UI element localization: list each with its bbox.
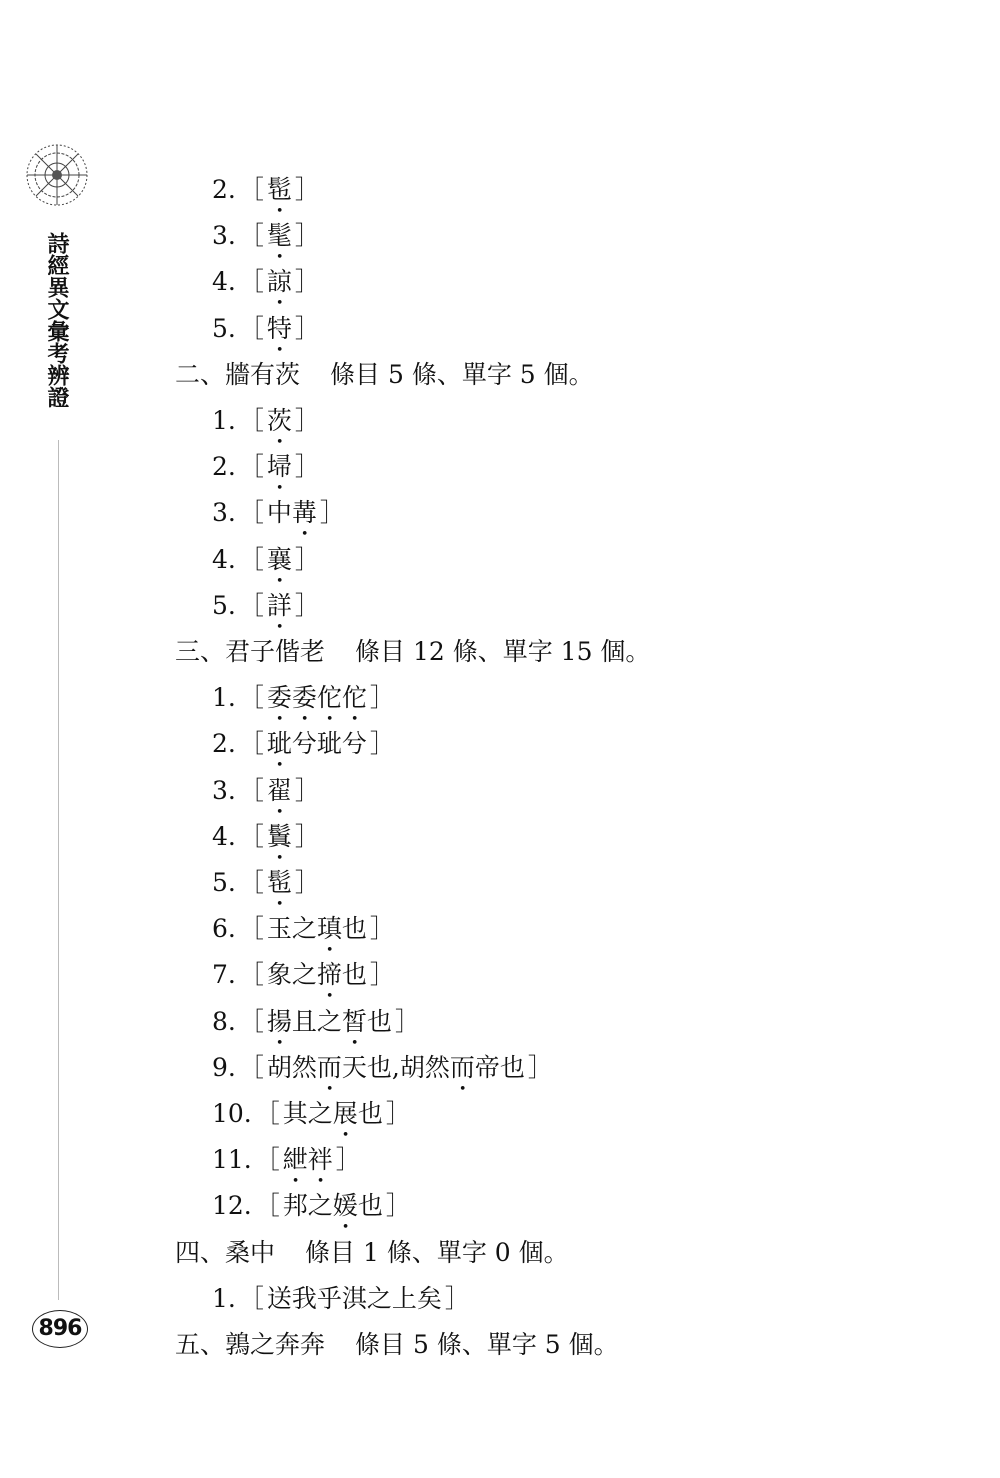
- open-bracket: ［: [238, 406, 264, 435]
- list-item: [212, 1052, 556, 1097]
- close-bracket: ］: [369, 683, 395, 713]
- entry-text: 邦之: [282, 1191, 333, 1221]
- item-number: 5.: [212, 313, 236, 343]
- open-bracket: ［: [254, 1099, 280, 1128]
- entry-text: 送我乎淇之上矣: [266, 1283, 442, 1313]
- section-title: 三、君子偕老: [175, 637, 326, 666]
- list-item: [212, 775, 323, 820]
- list-item: [212, 1006, 423, 1051]
- close-bracket: ］: [294, 406, 320, 435]
- section-heading: [175, 359, 594, 391]
- close-bracket: ］: [294, 221, 320, 251]
- page-number: 896: [32, 1310, 88, 1348]
- list-item: [212, 405, 323, 450]
- close-bracket: ］: [294, 590, 320, 620]
- open-bracket: ［: [238, 267, 264, 297]
- list-item: [212, 1098, 414, 1143]
- open-bracket: ［: [238, 1052, 264, 1082]
- item-number: 2.: [212, 452, 236, 482]
- open-bracket: ［: [254, 1145, 280, 1175]
- open-bracket: ［: [238, 868, 264, 897]
- entry-text: 也: [366, 1006, 392, 1036]
- close-bracket: ］: [319, 498, 345, 528]
- entry-text: 天也,胡然: [341, 1052, 450, 1082]
- emphasized-text: 埽: [266, 452, 292, 482]
- list-item: [212, 451, 323, 496]
- list-item: [212, 1283, 473, 1315]
- emphasized-text: 紲袢: [282, 1145, 333, 1175]
- item-number: 6.: [212, 914, 236, 944]
- list-item: [212, 682, 398, 727]
- open-bracket: ［: [238, 175, 264, 204]
- open-bracket: ［: [238, 1283, 264, 1313]
- list-item: [212, 497, 348, 542]
- close-bracket: ］: [294, 775, 320, 805]
- close-bracket: ］: [335, 1145, 361, 1175]
- item-number: 3.: [212, 775, 236, 805]
- section-title: 四、桑中: [175, 1237, 276, 1267]
- list-item: [212, 728, 398, 773]
- open-bracket: ［: [238, 498, 264, 528]
- open-bracket: ［: [238, 683, 264, 713]
- close-bracket: ］: [369, 914, 395, 944]
- close-bracket: ］: [385, 1099, 411, 1128]
- item-number: 4.: [212, 267, 236, 297]
- item-number: 12.: [212, 1191, 252, 1221]
- close-bracket: ］: [385, 1191, 411, 1221]
- emphasized-text: 翟: [266, 775, 292, 805]
- entry-text: 也: [341, 960, 367, 990]
- entry-text: 胡然: [266, 1052, 317, 1082]
- item-number: 5.: [212, 590, 236, 620]
- item-number: 8.: [212, 1006, 236, 1036]
- item-number: 1.: [212, 406, 236, 435]
- decorative-emblem-icon: [18, 135, 96, 215]
- emphasized-text: 冓: [291, 498, 317, 528]
- entry-text: 也: [357, 1099, 383, 1128]
- entry-text: 象之: [266, 960, 317, 990]
- section-heading: [175, 1329, 619, 1361]
- section-title: 二、牆有茨: [175, 359, 301, 389]
- emphasized-text: 諒: [266, 267, 292, 297]
- emphasized-text: 委委佗佗: [266, 683, 367, 713]
- close-bracket: ］: [444, 1283, 470, 1313]
- emphasized-text: 髢: [266, 868, 292, 897]
- open-bracket: ［: [238, 313, 264, 343]
- open-bracket: ［: [238, 729, 264, 759]
- section-title: 五、鶉之奔奔: [175, 1330, 326, 1359]
- close-bracket: ］: [369, 729, 395, 759]
- close-bracket: ］: [294, 544, 320, 574]
- item-number: 7.: [212, 960, 236, 990]
- item-number: 4.: [212, 821, 236, 851]
- section-stats: 條目 5 條、單字 5 個。: [355, 1330, 619, 1359]
- list-item: [212, 913, 398, 958]
- list-item: [212, 220, 323, 265]
- entry-text: 兮玼兮: [291, 729, 367, 759]
- book-title: 詩經異文彙考辨證: [44, 232, 69, 408]
- close-bracket: ］: [294, 313, 320, 343]
- emphasized-text: 揥: [316, 960, 342, 990]
- list-item: [212, 1144, 364, 1189]
- emphasized-text: 皙: [341, 1006, 367, 1036]
- close-bracket: ］: [294, 175, 320, 204]
- item-number: 1.: [212, 1283, 236, 1313]
- margin-divider: [58, 440, 59, 1300]
- emphasized-text: 而: [316, 1052, 342, 1082]
- open-bracket: ［: [238, 221, 264, 251]
- close-bracket: ］: [294, 267, 320, 297]
- open-bracket: ［: [238, 775, 264, 805]
- emphasized-text: 茨: [266, 406, 292, 435]
- section-stats: 條目 1 條、單字 0 個。: [305, 1237, 569, 1267]
- list-item: [212, 544, 323, 589]
- emphasized-text: 展: [332, 1099, 358, 1128]
- entry-text: 中: [266, 498, 292, 528]
- close-bracket: ］: [294, 868, 320, 897]
- list-item: [212, 313, 323, 358]
- list-item: [212, 590, 323, 635]
- list-item: [212, 1190, 414, 1235]
- open-bracket: ［: [254, 1191, 280, 1221]
- section-heading: [175, 1237, 569, 1269]
- emphasized-text: 鬒: [266, 821, 292, 851]
- entry-text: 帝也: [474, 1052, 525, 1082]
- list-item: [212, 959, 398, 1004]
- entry-text: 也: [341, 914, 367, 944]
- entry-text: 其之: [282, 1099, 333, 1128]
- item-number: 4.: [212, 544, 236, 574]
- section-heading: [175, 636, 650, 668]
- emphasized-text: 特: [266, 313, 292, 343]
- close-bracket: ］: [394, 1006, 420, 1036]
- emphasized-text: 襄: [266, 544, 292, 574]
- open-bracket: ［: [238, 590, 264, 620]
- close-bracket: ］: [527, 1052, 553, 1082]
- item-number: 3.: [212, 498, 236, 528]
- item-number: 3.: [212, 221, 236, 251]
- close-bracket: ］: [369, 960, 395, 990]
- open-bracket: ［: [238, 821, 264, 851]
- open-bracket: ［: [238, 914, 264, 944]
- item-number: 9.: [212, 1052, 236, 1082]
- emphasized-text: 而: [449, 1052, 475, 1082]
- emphasized-text: 玼: [266, 729, 292, 759]
- emphasized-text: 揚: [266, 1006, 292, 1036]
- open-bracket: ［: [238, 544, 264, 574]
- item-number: 5.: [212, 868, 236, 897]
- emphasized-text: 瑱: [316, 914, 342, 944]
- entry-text: 也: [357, 1191, 383, 1221]
- list-item: [212, 867, 323, 912]
- emphasized-text: 媛: [332, 1191, 358, 1221]
- item-number: 11.: [212, 1145, 252, 1175]
- entry-text: 玉之: [266, 914, 317, 944]
- open-bracket: ［: [238, 452, 264, 482]
- section-stats: 條目 5 條、單字 5 個。: [330, 359, 594, 389]
- list-item: [212, 266, 323, 311]
- emphasized-text: 詳: [266, 590, 292, 620]
- open-bracket: ［: [238, 1006, 264, 1036]
- emphasized-text: 髢: [266, 175, 292, 204]
- item-number: 2.: [212, 175, 236, 204]
- entry-text: 且之: [291, 1006, 342, 1036]
- item-number: 2.: [212, 729, 236, 759]
- emphasized-text: 髦: [266, 221, 292, 251]
- item-number: 10.: [212, 1099, 252, 1128]
- close-bracket: ］: [294, 821, 320, 851]
- close-bracket: ］: [294, 452, 320, 482]
- section-stats: 條目 12 條、單字 15 個。: [355, 637, 651, 666]
- item-number: 1.: [212, 683, 236, 713]
- list-item: [212, 174, 323, 219]
- list-item: [212, 821, 323, 866]
- open-bracket: ［: [238, 960, 264, 990]
